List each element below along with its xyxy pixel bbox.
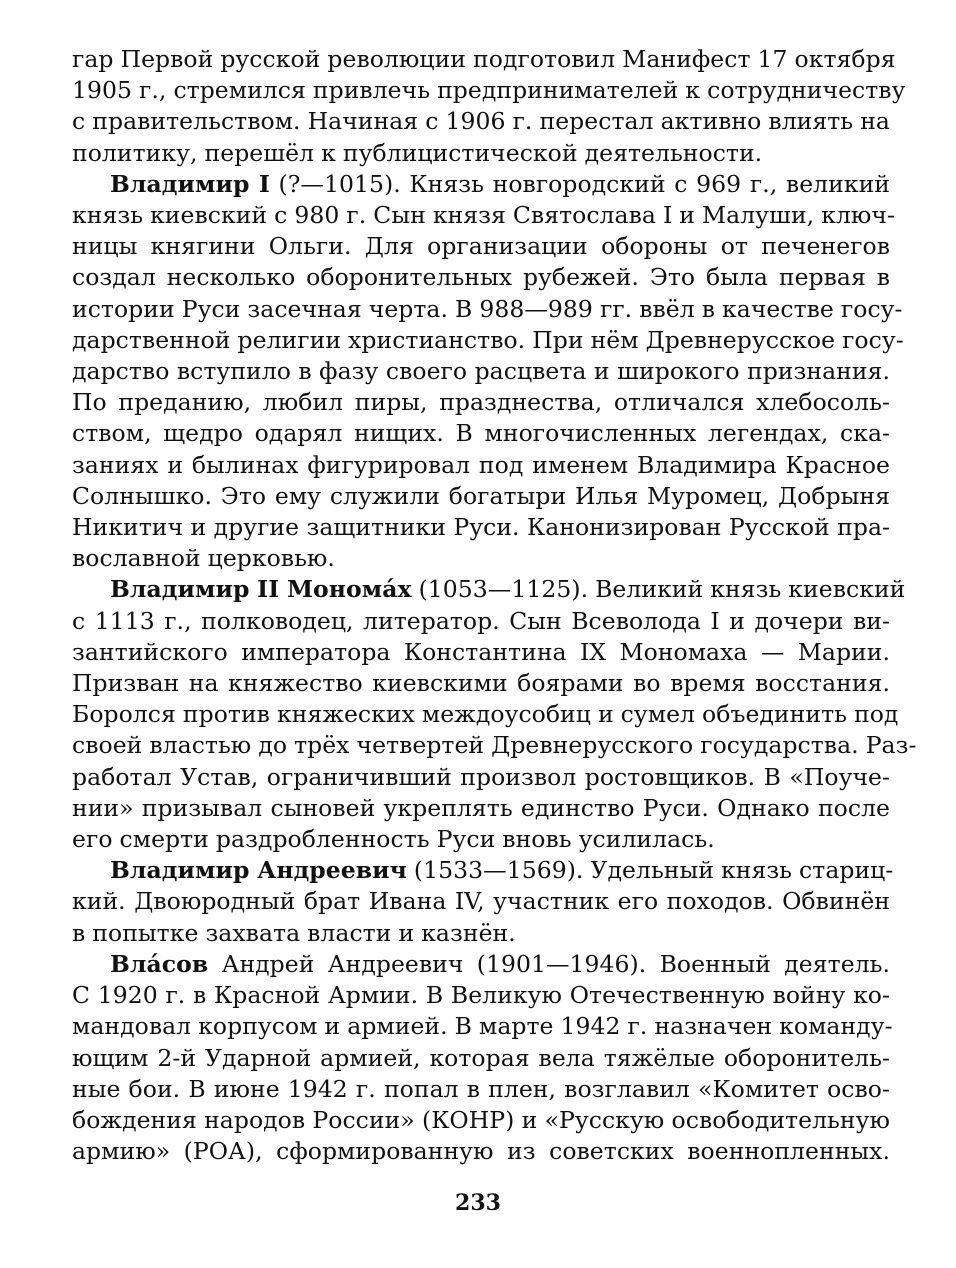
text-line: ные бои. В июне 1942 г. попал в плен, возглавил «Комитет осво-	[72, 1074, 890, 1103]
text-line: зантийского императора Константина IX Мономаха — Марии.	[72, 637, 890, 666]
text-line: Солнышко. Это ему служили богатыри Илья Муромец, Добрыня	[72, 481, 890, 510]
paragraph-pobedonostsev-end	[72, 44, 906, 169]
paragraph-vlasov	[72, 949, 893, 1167]
entry-heading: Владимир II Монома́х	[110, 575, 412, 604]
text-line: дарственной религии христианство. При нём Древнерусское госу-	[72, 325, 904, 354]
paragraph-vladimir-monomakh	[72, 574, 917, 855]
entry-heading: Владимир Андреевич	[110, 856, 407, 885]
paragraph-vladimir-i	[72, 169, 904, 575]
text-line: работал Устав, ограничивший произвол ростовщиков. В «Поуче-	[72, 762, 890, 791]
text-line: с 1113 г., полководец, литератор. Сын Всеволода I и дочери ви-	[72, 606, 890, 635]
text-fragment: Андрей Андреевич (1901—1946). Военный деятель.	[208, 949, 890, 978]
text-line: истории Руси засечная черта. В 988—989 гг. ввёл в качестве госу-	[72, 294, 903, 323]
text-line	[72, 855, 894, 886]
text-line: дарство вступило в фазу своего расцвета и широкого признания.	[72, 357, 890, 386]
text-line: армию» (РОА), сформированную из советских военнопленных.	[72, 1137, 890, 1166]
text-line: Боролся против княжеских междоусобиц и сумел объединить под	[72, 700, 899, 729]
page-number: 233	[455, 1190, 501, 1216]
text-line	[72, 169, 890, 200]
text-line	[72, 574, 906, 605]
text-fragment: (?—1015). Князь новгородский с 969 г., великий	[269, 169, 891, 198]
text-line: ницы княгини Ольги. Для организации обороны от печенегов	[72, 232, 890, 261]
text-line: Никитич и другие защитники Руси. Канонизирован Русской пра-	[72, 513, 890, 542]
text-fragment: (1533—1569). Удельный князь стариц-	[406, 856, 894, 885]
text-fragment: (1053—1125). Великий князь киевский	[411, 575, 906, 604]
text-line: в попытке захвата власти и казнён.	[72, 918, 516, 947]
paragraph-vladimir-andreevich	[72, 855, 894, 949]
text-line: мандовал корпусом и армией. В марте 1942 г. назначен команду-	[72, 1012, 893, 1041]
text-line: политику, перешёл к публицистической деятельности.	[72, 138, 763, 167]
text-line: его смерти раздробленность Руси вновь усилилась.	[72, 825, 715, 854]
text-line: с правительством. Начиная с 1906 г. перестал активно влиять на	[72, 107, 890, 136]
text-line: вославной церковью.	[72, 544, 335, 573]
text-line: По преданию, любил пиры, празднества, отличался хлебосоль-	[72, 388, 890, 417]
text-line: Призван на княжество киевскими боярами во время восстания.	[72, 669, 890, 698]
text-line: кий. Двоюродный брат Ивана IV, участник его походов. Обвинён	[72, 887, 890, 916]
text-line: заниях и былинах фигурировал под именем Владимира Красное	[72, 450, 890, 479]
entry-heading: Вла́сов	[110, 949, 209, 978]
text-line	[72, 949, 890, 980]
page-text	[72, 44, 917, 1167]
text-line: своей властью до трёх четвертей Древнерусского государства. Раз-	[72, 731, 917, 760]
entry-heading: Владимир I	[110, 169, 270, 198]
text-line: С 1920 г. в Красной Армии. В Великую Отечественную войну ко-	[72, 981, 890, 1010]
text-line: ством, щедро одарял нищих. В многочисленных легендах, ска-	[72, 419, 890, 448]
text-line: 1905 г., стремился привлечь предпринимателей к сотрудничеству	[72, 76, 906, 105]
text-line: бождения народов России» (КОНР) и «Русскую освободительную	[72, 1105, 890, 1134]
text-line: князь киевский с 980 г. Сын князя Святослава I и Малуши, ключ-	[72, 201, 896, 230]
text-line: создал несколько оборонительных рубежей. Это была первая в	[72, 263, 890, 292]
text-line: нии» призывал сыновей укреплять единство Руси. Однако после	[72, 793, 890, 822]
text-line: гар Первой русской революции подготовил Манифест 17 октября	[72, 45, 896, 73]
text-line: ющим 2-й Ударной армией, которая вела тяжёлые оборонитель-	[72, 1043, 890, 1072]
